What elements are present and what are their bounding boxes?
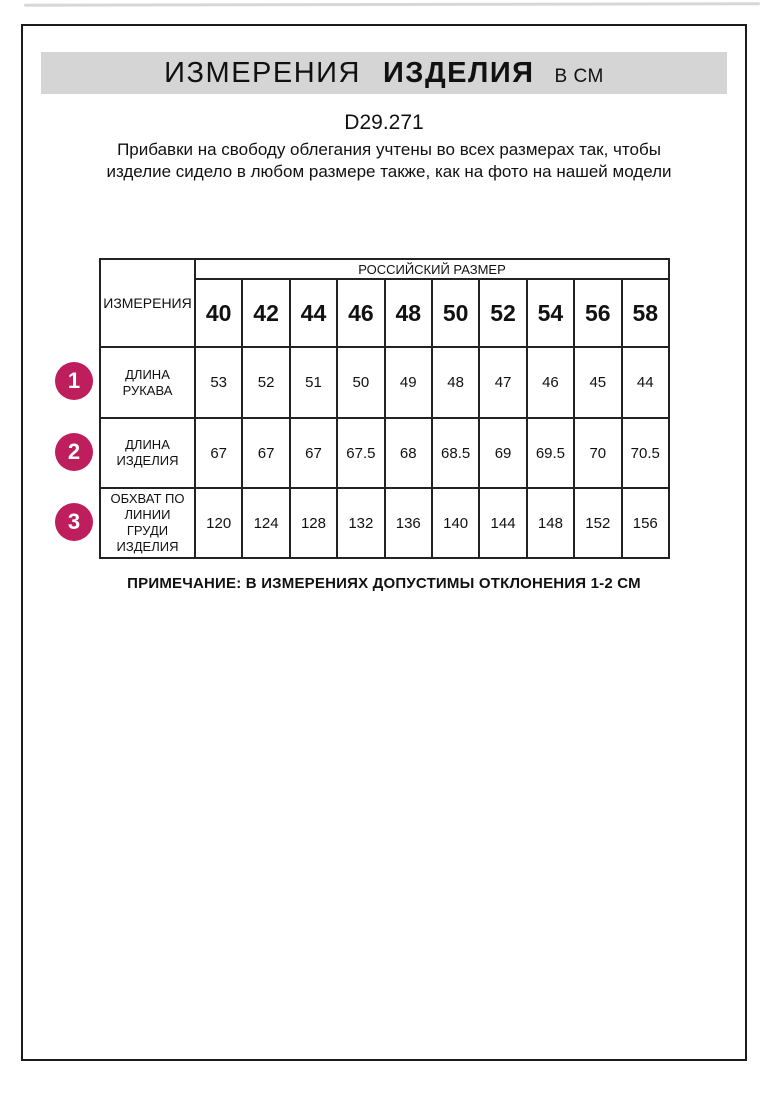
title-banner [41, 52, 727, 94]
value-cell: 52 [242, 347, 289, 418]
measurement-label: ДЛИНА ИЗДЕЛИЯ [100, 418, 195, 488]
value-cell: 68.5 [432, 418, 479, 488]
group-header-cell: РОССИЙСКИЙ РАЗМЕР [195, 259, 669, 279]
model-code: D29.271 [344, 111, 424, 134]
size-col-header: 50 [432, 279, 479, 347]
value-cell: 152 [574, 488, 621, 558]
value-cell: 51 [290, 347, 337, 418]
value-cell: 45 [574, 347, 621, 418]
value-cell: 68 [385, 418, 432, 488]
value-cell: 120 [195, 488, 242, 558]
value-cell: 156 [622, 488, 669, 558]
intro-note: Прибавки на свободу облегания учтены во всех размерах так, чтобы изделие сидело в любом размере также, как на фото на нашей модели [106, 140, 672, 181]
size-col-header: 58 [622, 279, 669, 347]
value-cell: 67.5 [337, 418, 384, 488]
scan-artifact [24, 2, 760, 7]
row-number-badge-1: 1 [55, 362, 93, 400]
size-col-header: 40 [195, 279, 242, 347]
title-measurements: ИЗМЕРЕНИЯ [164, 57, 361, 89]
size-table [99, 258, 670, 559]
value-cell: 124 [242, 488, 289, 558]
value-cell: 67 [242, 418, 289, 488]
measurement-label: ДЛИНА РУКАВА [100, 347, 195, 418]
value-cell: 70.5 [622, 418, 669, 488]
value-cell: 46 [527, 347, 574, 418]
value-cell: 70 [574, 418, 621, 488]
title-product: ИЗДЕЛИЯ [382, 57, 535, 89]
size-col-header: 44 [290, 279, 337, 347]
row-number-badge-3: 3 [55, 503, 93, 541]
table-row [100, 418, 669, 488]
value-cell: 128 [290, 488, 337, 558]
value-cell: 53 [195, 347, 242, 418]
value-cell: 44 [622, 347, 669, 418]
row-number-badge-2: 2 [55, 433, 93, 471]
value-cell: 67 [195, 418, 242, 488]
table-row [100, 259, 669, 279]
size-col-header: 56 [574, 279, 621, 347]
size-col-header: 52 [479, 279, 526, 347]
table-row [100, 488, 669, 558]
value-cell: 50 [337, 347, 384, 418]
value-cell: 140 [432, 488, 479, 558]
value-cell: 148 [527, 488, 574, 558]
size-col-header: 42 [242, 279, 289, 347]
value-cell: 49 [385, 347, 432, 418]
value-cell: 69.5 [527, 418, 574, 488]
size-col-header: 48 [385, 279, 432, 347]
value-cell: 47 [479, 347, 526, 418]
corner-header-cell: ИЗМЕРЕНИЯ [100, 259, 195, 347]
value-cell: 48 [432, 347, 479, 418]
value-cell: 69 [479, 418, 526, 488]
value-cell: 144 [479, 488, 526, 558]
value-cell: 132 [337, 488, 384, 558]
size-col-header: 46 [337, 279, 384, 347]
size-col-header: 54 [527, 279, 574, 347]
title-units: В СМ [554, 66, 604, 87]
measurement-label: ОБХВАТ ПО ЛИНИИ ГРУДИ ИЗДЕЛИЯ [100, 488, 195, 558]
value-cell: 67 [290, 418, 337, 488]
tolerance-note: ПРИМЕЧАНИЕ: В ИЗМЕРЕНИЯХ ДОПУСТИМЫ ОТКЛОНЕНИЯ 1-2 СМ [127, 575, 641, 592]
value-cell: 136 [385, 488, 432, 558]
table-row [100, 347, 669, 418]
